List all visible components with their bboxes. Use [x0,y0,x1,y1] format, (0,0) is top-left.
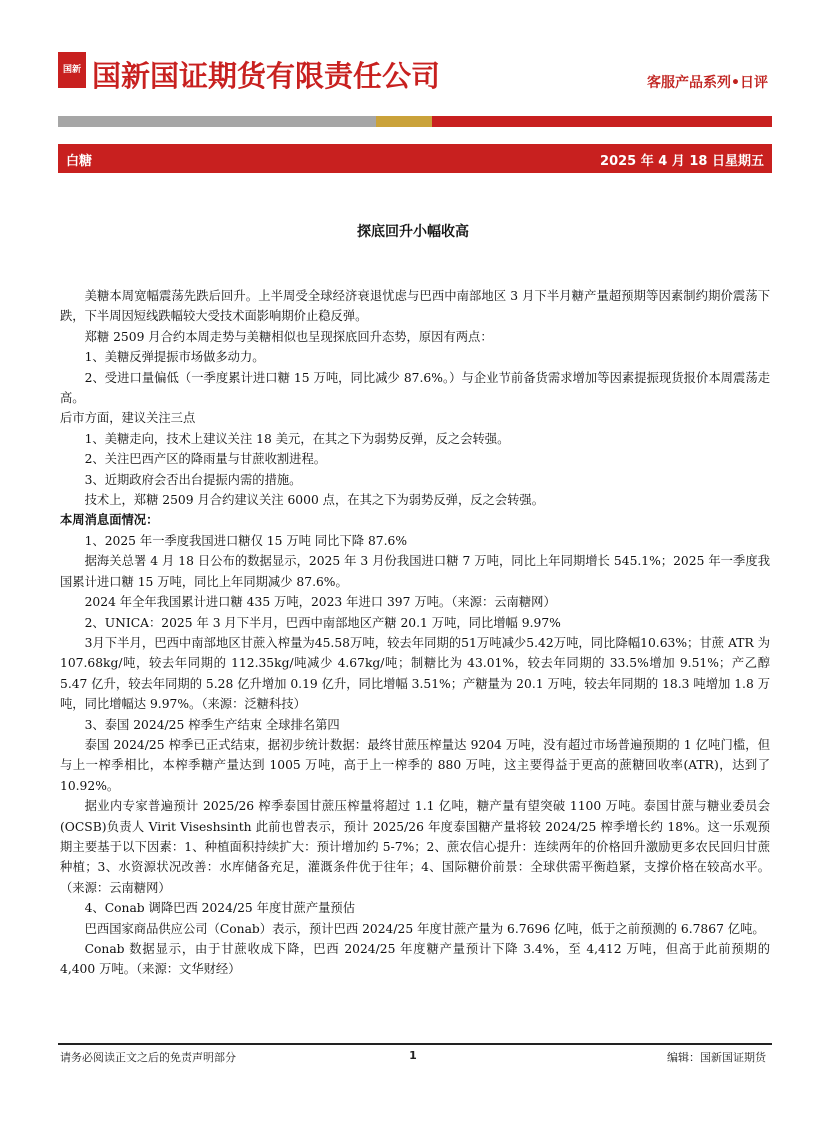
company-name: 国新国证期货有限责任公司 [92,59,441,93]
body-paragraph: 2、UNICA：2025 年 3 月下半月，巴西中南部地区产糖 20.1 万吨，同比增幅 9.97% [84,615,561,630]
body-paragraph: 技术上，郑糖 2509 月合约建议关注 6000 点，在其之下为弱势反弹，反之会转强。 [84,493,545,508]
section-heading: 本周消息面情况： [60,513,159,528]
report-body [60,286,770,980]
body-paragraph: 后市方面，建议关注三点 [60,411,196,426]
bar-segment-gray [58,116,376,127]
page-number: 1 [409,1049,417,1062]
report-date: 2025 年 4 月 18 日星期五 [600,154,764,169]
body-paragraph: 据业内专家普遍预计 2025/26 榨季泰国甘蔗压榨量将超过 1.1 亿吨，糖产量有望突破 1100 万吨。泰国甘蔗与糖业委员会(OCSB)负责人 Virit Viseshsinth 此前也曾表示，预计 2025/26 年度泰国糖产量将较 2024/25 榨季增长约 18%。这一乐观预期主要基于以下因素：1、种植面积持续扩大：预计增加约 5-7%；2、蔗农信心提升：连续两年的价格回升激励更多农民回归甘蔗种植；3、水资源状况改善：水库储备充足，灌溉条件优于往年；4、国际糖价前景：全球供需平衡趋紧，支撑价格在较高水平。（来源：云南糖网） [60,799,770,895]
body-paragraph: 4、Conab 调降巴西 2024/25 年度甘蔗产量预估 [84,901,356,916]
body-paragraph: 1、2025 年一季度我国进口糖仅 15 万吨 同比下降 87.6% [84,533,408,548]
product-series-label: 客服产品系列•日评 [647,75,768,91]
body-paragraph: Conab 数据显示，由于甘蔗收成下降，巴西 2024/25 年度糖产量预计下降 3.4%，至 4,412 万吨，但高于此前预期的 4,400 万吨。（来源：文华财经） [60,942,770,977]
body-paragraph: 泰国 2024/25 榨季已正式结束，据初步统计数据：最终甘蔗压榨量达 9204 万吨，没有超过市场普遍预期的 1 亿吨门槛，但与上一榨季相比，本榨季糖产量达到 1005 万吨，高于上一榨季的 880 万吨，这主要得益于更高的蔗糖回收率(ATR)，达到了 10.92%。 [60,737,770,793]
body-paragraph: 2024 年全年我国累计进口糖 435 万吨，2023 年进口 397 万吨。（来源：云南糖网） [84,595,556,610]
report-title: 探底回升小幅收高 [357,224,469,240]
topic-bar [58,144,772,173]
footer-divider [58,1043,772,1045]
body-paragraph: 1、美糖走向，技术上建议关注 18 美元，在其之下为弱势反弹，反之会转强。 [84,431,510,446]
disclaimer-note: 请务必阅读正文之后的免责声明部分 [60,1051,236,1064]
body-paragraph: 1、美糖反弹提振市场做多动力。 [84,350,265,365]
editor-credit: 编辑：国新国证期货 [667,1051,766,1064]
commodity-label: 白糖 [66,154,93,169]
body-paragraph: 郑糖 2509 月合约本周走势与美糖相似也呈现探底回升态势，原因有两点： [84,329,493,344]
bar-segment-red [432,116,772,127]
body-paragraph: 2、关注巴西产区的降雨量与甘蔗收割进程。 [84,452,327,467]
body-paragraph: 美糖本周宽幅震荡先跌后回升。上半周受全球经济衰退忧虑与巴西中南部地区 3 月下半月糖产量超预期等因素制约期价震荡下跌，下半周因短线跌幅较大受技术面影响期价止稳反弹。 [60,289,770,324]
body-paragraph: 3、泰国 2024/25 榨季生产结束 全球排名第四 [84,717,340,732]
body-paragraph: 3月下半月，巴西中南部地区甘蔗入榨量为45.58万吨，较去年同期的51万吨减少5.42万吨，同比降幅10.63%；甘蔗 ATR 为 107.68kg/吨，较去年同期的 112.35kg/吨减少 4.67kg/吨；制糖比为 43.01%，较去年同期的 33.5%增加 9.51%；产乙醇 5.47 亿升，较去年同期的 5.28 亿升增加 0.19 亿升，同比增幅 3.51%；产糖量为 20.1 万吨，较去年同期的 18.3 吨增加 1.8 万吨，同比增幅达 9.97%。（来源：泛糖科技） [60,635,770,712]
body-paragraph: 2、受进口量偏低（一季度累计进口糖 15 万吨，同比减少 87.6%。）与企业节前备货需求增加等因素提振现货报价本周震荡走高。 [60,370,770,406]
body-paragraph: 巴西国家商品供应公司（Conab）表示，预计巴西 2024/25 年度甘蔗产量为 6.7696 亿吨，低于之前预测的 6.7867 亿吨。 [84,921,765,936]
company-logo-icon: 国新 [58,52,86,88]
body-paragraph: 据海关总署 4 月 18 日公布的数据显示，2025 年 3 月份我国进口糖 7 万吨，同比上年同期增长 545.1%；2025 年一季度我国累计进口糖 15 万吨，同比上年同期减少 87.6%。 [60,554,770,589]
bar-segment-gold [376,116,432,127]
body-paragraph: 3、近期政府会否出台提振内需的措施。 [84,472,302,487]
decorative-color-bar [58,116,772,127]
